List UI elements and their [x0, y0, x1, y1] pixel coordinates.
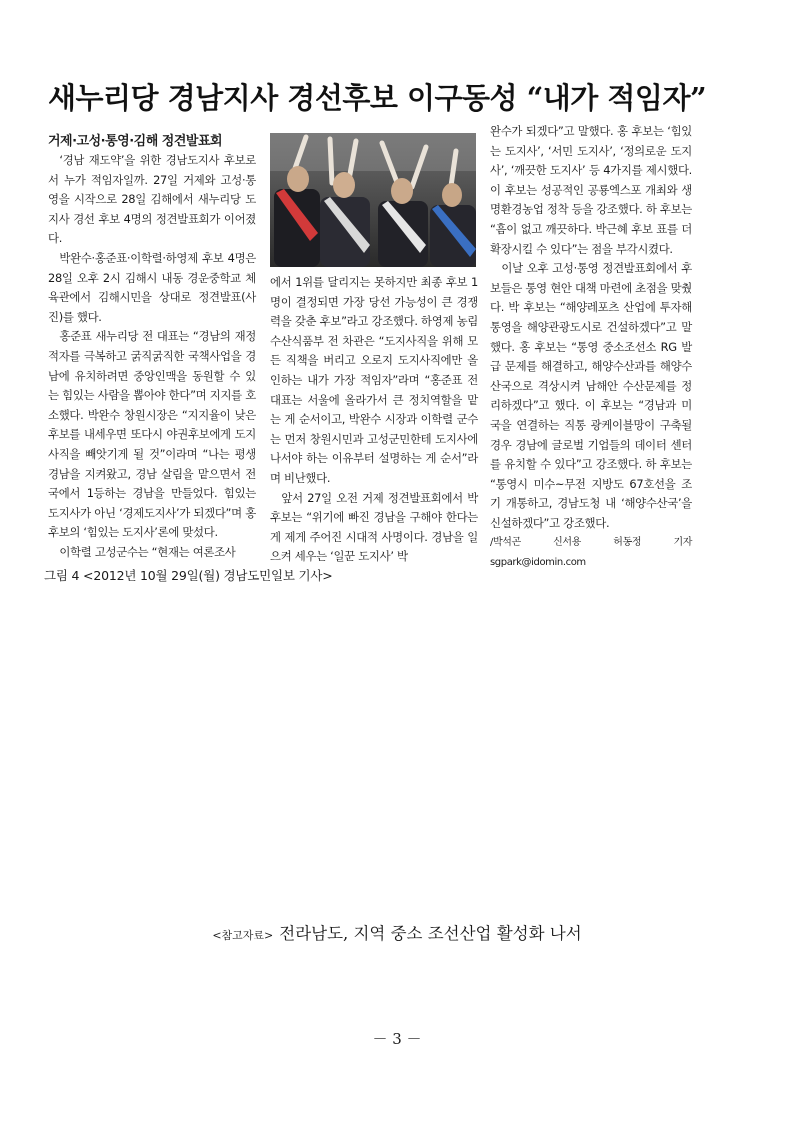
figure-caption: 그림 4 <2012년 10월 29일(월) 경남도민일보 기사> — [44, 568, 333, 583]
article-paragraph: 홍준표 새누리당 전 대표는 “경남의 재정적자를 극복하고 굵직굵직한 국책사업을 경남에 유치하려면 중앙인맥을 동원할 수 있는 힘있는 사람을 뽑아야 한다”며 지지를 호소했다. 박완수 창원시장은 “지지율이 낮은 후보를 내세우면 또다시 야권후보에게 도지사직을 빼앗기게 될 것”이라며 “나는 평생 경남을 지켜왔고, 경남 살림을 맡으면서 전국에서 1등하는 경남을 만들었다. 힘있는 도지사가 아닌 ‘경제도지사’가 되겠다”며 홍 후보의 ‘힘있는 도지사’론에 맞섰다. — [48, 329, 256, 540]
reference-tag: <참고자료> — [212, 929, 274, 942]
article-paragraph: 박완수·홍준표·이학렬·하영제 후보 4명은 28일 오후 2시 김해시 내동 경운중학교 체육관에서 김해시민을 상대로 정견발표(사진)를 했다. — [48, 250, 256, 324]
article-subhead: 거제·고성·통영·김해 정견발표회 — [48, 134, 223, 149]
article-paragraph: ‘경남 재도약’을 위한 경남도지사 후보로서 누가 적임자일까. 27일 거제와 고성·통영을 시작으로 28일 김해에서 새누리당 도지사 경선 후보 4명의 정견발표회가 이어졌다. — [48, 153, 256, 246]
article-column-2 — [270, 273, 478, 567]
reference-title: 전라남도, 지역 중소 조선산업 활성화 나서 — [279, 924, 582, 943]
article-paragraph: 에서 1위를 달리지는 못하지만 최종 후보 1명이 결정되면 가장 당선 가능성이 큰 경쟁력을 갖춘 후보”라고 강조했다. 하영제 농림수산식품부 전 차관은 “도지사직을 위해 모든 직책을 버리고 오로지 도지사직에만 올인하는 내가 가장 적임자”라며 “홍준표 전 대표는 서울에 올라가서 큰 정치역할을 맡는 게 순서이고, 박완수 시장과 이학렬 군수는 먼저 창원시민과 고성군민한테 도지사에 나서야 하는 이유부터 설명하는 게 순서”라며 비난했다. — [270, 275, 478, 485]
article-paragraph: 앞서 27일 오전 거제 정견발표회에서 박 후보는 “위기에 빠진 경남을 구해야 한다는 게 제게 주어진 시대적 사명이다. 경남을 일으켜 세우는 ‘일꾼 도지사’ 박 — [270, 490, 478, 564]
article-photo — [270, 133, 476, 267]
article-column-1 — [48, 133, 256, 562]
reference-heading — [0, 920, 794, 944]
article-headline: 새누리당 경남지사 경선후보 이구동성 “내가 적임자” — [48, 81, 707, 115]
article-paragraph: 완수가 되겠다”고 말했다. 홍 후보는 ‘힘있는 도지사’, ‘서민 도지사’, ‘정의로운 도지사’, ‘깨끗한 도지사’ 등 4가지를 제시했다. 이 후보는 성공적인 공룡엑스포 개최와 생명환경농업 정착 등을 강조했다. 하 후보는 “흠이 없고 깨끗하다. 박근혜 후보 표를 더 확장시킬 수 있다”는 점을 부각시켰다. — [490, 124, 692, 256]
article-paragraph: 이학렬 고성군수는 “현재는 여론조사 — [59, 544, 236, 559]
article-column-3 — [490, 122, 692, 573]
article-paragraph: 이날 오후 고성·통영 정견발표회에서 후보들은 통영 현안 대책 마련에 초점을 맞췄다. 박 후보는 “해양레포츠 산업에 투자해 통영을 해양관광도시로 건설하겠다”고 말했다. 홍 후보는 “통영 중소조선소 RG 발급 문제를 해결하고, 해양수산과를 해양수산국으로 격상시켜 남해안 수산문제를 정리하겠다”고 했다. 이 후보는 “경남과 미국을 연결하는 직통 광케이블망이 구축될 경우 경남에 글로벌 기업들의 데이터 센터를 유치할 수 있다”고 강조했다. 하 후보는 “통영시 미수~무전 지방도 67호선을 조기 개통하고, 경남도청 내 ‘해양수산국’을 신설하겠다”고 강조했다. — [490, 261, 692, 530]
page-number: － 3 － — [372, 1030, 422, 1048]
article-byline: /박석곤 신서용 허동정 기자 sgpark@idomin.com — [490, 537, 692, 569]
